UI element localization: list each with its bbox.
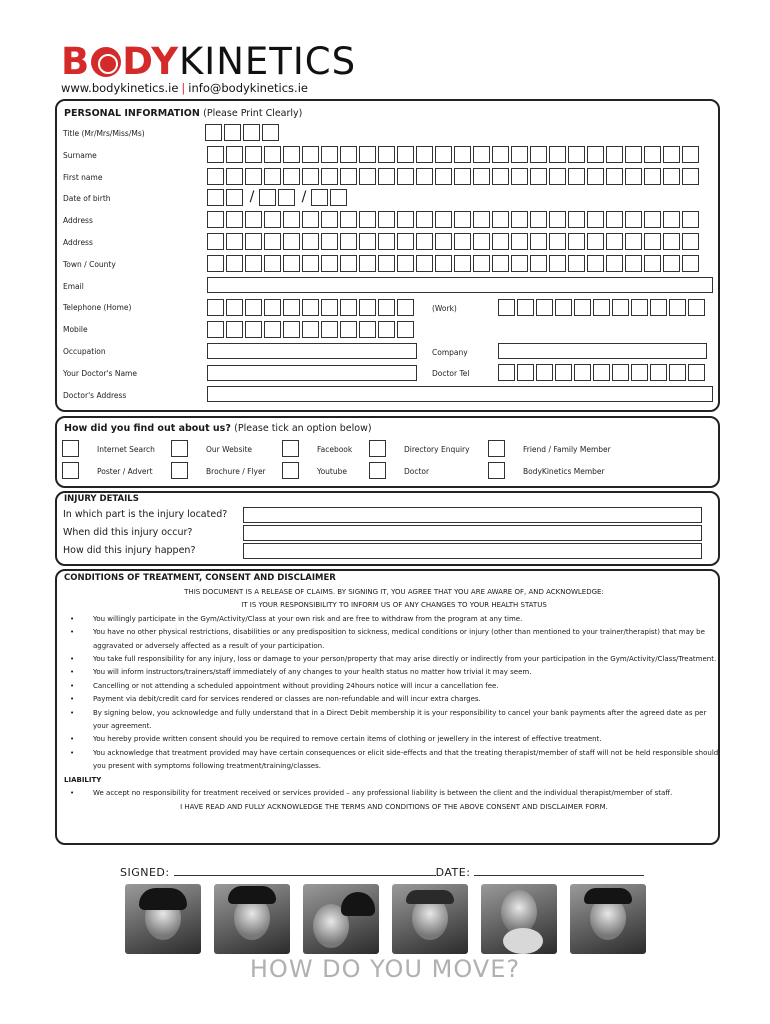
char-box[interactable] [511,233,528,250]
char-box[interactable] [359,255,376,272]
char-box[interactable] [264,321,281,338]
char-box[interactable] [606,168,623,185]
char-box[interactable] [644,255,661,272]
char-box[interactable] [568,146,585,163]
char-box[interactable] [530,255,547,272]
char-box[interactable] [625,146,642,163]
dob-boxes[interactable] [207,189,349,206]
char-box[interactable] [226,233,243,250]
char-box[interactable] [644,211,661,228]
doctor-address-field[interactable] [207,386,713,402]
char-box[interactable] [473,211,490,228]
char-box[interactable] [682,211,699,228]
checkbox-bodykinetics-member[interactable] [488,462,505,479]
option-internet-search: Internet Search [97,445,155,454]
char-box[interactable] [397,146,414,163]
char-box[interactable] [321,233,338,250]
char-box[interactable] [245,299,262,316]
conditions-body [64,586,724,814]
char-box[interactable] [226,211,243,228]
first-name-boxes[interactable] [207,168,701,185]
option-directory-enquiry: Directory Enquiry [404,445,470,454]
char-box[interactable] [549,146,566,163]
char-box[interactable] [682,255,699,272]
checkbox-directory-enquiry[interactable] [369,440,386,457]
char-box[interactable] [378,299,395,316]
char-box[interactable] [549,255,566,272]
contact-separator: | [181,81,186,95]
logo-figure-icon [91,47,121,77]
occupation-field[interactable] [207,343,417,359]
char-box[interactable] [663,211,680,228]
char-box[interactable] [207,233,224,250]
injury-location-field[interactable] [243,507,702,523]
email-field[interactable] [207,277,713,293]
injury-when-field[interactable] [243,525,702,541]
char-box[interactable] [207,299,224,316]
char-box[interactable] [612,364,629,381]
mobile-boxes[interactable] [207,321,416,338]
char-box[interactable] [378,321,395,338]
char-box[interactable] [625,233,642,250]
doctor-name-label: Your Doctor's Name [63,369,137,378]
char-box[interactable] [321,255,338,272]
injury-how-field[interactable] [243,543,702,559]
char-box[interactable] [568,233,585,250]
char-box[interactable] [568,255,585,272]
char-box[interactable] [454,233,471,250]
signature-line [120,866,644,879]
surname-label: Surname [63,151,97,160]
char-box[interactable] [650,299,667,316]
town-label: Town / County [63,260,116,269]
char-box[interactable] [205,124,222,141]
surname-boxes[interactable] [207,146,701,163]
char-box[interactable] [264,168,281,185]
char-box[interactable] [454,146,471,163]
personal-info-heading: PERSONAL INFORMATION (Please Print Clearly) [64,108,303,119]
char-box[interactable] [283,321,300,338]
first-name-label: First name [63,173,103,182]
char-box[interactable] [530,168,547,185]
photo-woman-looking-up [214,884,290,954]
char-box[interactable] [321,211,338,228]
char-box[interactable] [226,168,243,185]
char-box[interactable] [536,299,553,316]
char-box[interactable] [340,321,357,338]
char-box[interactable] [264,211,281,228]
char-box[interactable] [378,146,395,163]
char-box[interactable] [397,321,414,338]
char-box[interactable] [359,233,376,250]
checkbox-poster-advert[interactable] [62,462,79,479]
char-box[interactable] [454,211,471,228]
char-box[interactable] [454,255,471,272]
condition-item: • Cancelling or not attending a scheduled appointment without providing 24hours notice will incur a cancellation fee. [64,680,724,693]
char-box[interactable] [612,299,629,316]
address2-label: Address [63,238,93,247]
char-box[interactable] [207,255,224,272]
char-box[interactable] [397,255,414,272]
char-box[interactable] [340,255,357,272]
char-box[interactable] [454,168,471,185]
logo-b: B [61,40,91,83]
char-box[interactable] [631,299,648,316]
char-box[interactable] [245,321,262,338]
char-box[interactable] [498,299,515,316]
char-box[interactable] [283,146,300,163]
char-box[interactable] [359,299,376,316]
char-box[interactable] [631,364,648,381]
char-box[interactable] [644,233,661,250]
char-box[interactable] [435,233,452,250]
injury-location-label: In which part is the injury located? [63,509,228,520]
char-box[interactable] [302,299,319,316]
char-box[interactable] [625,211,642,228]
date-label: DATE: [435,866,471,879]
date-field[interactable] [474,866,644,876]
char-box[interactable] [359,146,376,163]
char-box[interactable] [549,168,566,185]
logo-dy: DY [122,40,180,83]
option-friend-family: Friend / Family Member [523,445,611,454]
option-facebook: Facebook [317,445,353,454]
char-box[interactable] [243,124,260,141]
char-box[interactable] [321,299,338,316]
char-box[interactable] [226,255,243,272]
char-box[interactable] [397,168,414,185]
char-box[interactable] [644,146,661,163]
char-box[interactable] [517,364,534,381]
char-box[interactable] [663,255,680,272]
char-box[interactable] [245,233,262,250]
char-box[interactable] [359,168,376,185]
char-box[interactable] [663,168,680,185]
char-box[interactable] [587,233,604,250]
signed-label: SIGNED: [120,866,170,879]
char-box[interactable] [492,146,509,163]
char-box[interactable] [321,168,338,185]
char-box[interactable] [473,255,490,272]
liability-heading: LIABILITY [64,775,102,784]
work-label: (Work) [432,304,457,313]
injury-when-label: When did this injury occur? [63,527,193,538]
char-box[interactable] [283,211,300,228]
address2-boxes[interactable] [207,233,701,250]
condition-item: • You acknowledge that treatment provided may have certain consequences or elicit side-effects and that the treating therapist/member of staff will not be held responsible should you present with symptoms following treatment/training/classes. [64,747,724,774]
char-box[interactable] [416,146,433,163]
char-box[interactable] [682,146,699,163]
condition-item: • By signing below, you acknowledge and fully understand that in a Direct Debit membership it is your responsibility to cancel your bank payments after the agreed date as per your agreement. [64,707,724,734]
checkbox-our-website[interactable] [171,440,188,457]
char-box[interactable] [302,255,319,272]
char-box[interactable] [587,146,604,163]
condition-item: • Payment via debit/credit card for services rendered or classes are non-refundable and will incur extra charges. [64,693,724,706]
doctor-address-label: Doctor's Address [63,391,127,400]
char-box[interactable] [511,211,528,228]
char-box[interactable] [650,364,667,381]
town-boxes[interactable] [207,255,701,272]
website-link[interactable]: www.bodykinetics.ie [61,81,179,95]
find-us-heading: How did you find out about us? (Please tick an option below) [64,423,372,434]
char-box[interactable] [264,146,281,163]
char-box[interactable] [606,255,623,272]
char-box[interactable] [517,299,534,316]
char-box[interactable] [397,299,414,316]
char-box[interactable] [549,233,566,250]
option-doctor: Doctor [404,467,430,476]
char-box[interactable] [473,146,490,163]
char-box[interactable] [555,299,572,316]
signature-field[interactable] [174,866,436,876]
conditions-heading: CONDITIONS OF TREATMENT, CONSENT AND DISCLAIMER [64,573,336,583]
char-box[interactable] [435,211,452,228]
doctor-tel-label: Doctor Tel [432,369,470,378]
char-box[interactable] [302,233,319,250]
checkbox-friend-family[interactable] [488,440,505,457]
condition-item: • You hereby provide written consent should you be required to remove certain items of clothing or jewellery in the interest of effective treatment. [64,733,724,746]
char-box[interactable] [340,168,357,185]
char-box[interactable] [264,255,281,272]
title-boxes[interactable] [205,124,281,141]
char-box[interactable] [682,168,699,185]
checkbox-youtube[interactable] [282,462,299,479]
char-box[interactable] [473,168,490,185]
doctor-name-field[interactable] [207,365,417,381]
char-box[interactable] [359,211,376,228]
char-box[interactable] [283,255,300,272]
char-box[interactable] [669,364,686,381]
char-box[interactable] [397,233,414,250]
char-box[interactable] [574,299,591,316]
char-box[interactable] [530,233,547,250]
char-box[interactable] [226,146,243,163]
char-box[interactable] [492,211,509,228]
char-box[interactable] [587,168,604,185]
photo-woman-bangs [125,884,201,954]
char-box[interactable] [688,299,705,316]
char-box[interactable] [226,321,243,338]
char-box[interactable] [283,299,300,316]
char-box[interactable] [511,255,528,272]
char-box[interactable] [669,299,686,316]
char-box[interactable] [245,168,262,185]
option-brochure-flyer: Brochure / Flyer [206,467,266,476]
char-box[interactable] [302,321,319,338]
char-box[interactable] [302,146,319,163]
occupation-label: Occupation [63,347,106,356]
char-box[interactable] [283,168,300,185]
checkbox-facebook[interactable] [282,440,299,457]
char-box[interactable] [473,233,490,250]
company-label: Company [432,348,468,357]
char-box[interactable] [416,255,433,272]
char-box[interactable] [587,211,604,228]
condition-item: • You take full responsibility for any injury, loss or damage to your person/property that may arise directly or indirectly from your participation in the Gym/Activity/Class/Treatment. [64,653,724,666]
photo-rugby-tackle [303,884,379,954]
char-box[interactable] [536,364,553,381]
liability-text: • We accept no responsibility for treatment received or services provided – any professional liability is between the client and the individual therapist/member of staff. [64,787,724,800]
char-box[interactable] [207,146,224,163]
char-box[interactable] [359,321,376,338]
char-box[interactable] [511,168,528,185]
photo-man-with-ball [481,884,557,954]
char-box[interactable] [340,146,357,163]
char-box[interactable] [416,168,433,185]
char-box[interactable] [663,233,680,250]
conditions-intro-2: IT IS YOUR RESPONSIBILITY TO INFORM US OF ANY CHANGES TO YOUR HEALTH STATUS [241,601,547,610]
char-box[interactable] [283,233,300,250]
char-box[interactable] [262,124,279,141]
char-box[interactable] [207,321,224,338]
telephone-label: Telephone (Home) [63,303,132,312]
option-youtube: Youtube [317,467,347,476]
char-box[interactable] [245,146,262,163]
char-box[interactable] [378,255,395,272]
char-box[interactable] [207,168,224,185]
char-box[interactable] [574,364,591,381]
checkbox-internet-search[interactable] [62,440,79,457]
char-box[interactable] [321,146,338,163]
char-box[interactable] [555,364,572,381]
char-box[interactable] [226,299,243,316]
option-bodykinetics-member: BodyKinetics Member [523,467,605,476]
char-box[interactable] [644,168,661,185]
char-box[interactable] [568,168,585,185]
char-box[interactable] [435,146,452,163]
char-box[interactable] [264,299,281,316]
char-box[interactable] [416,233,433,250]
char-box[interactable] [511,146,528,163]
checkbox-brochure-flyer[interactable] [171,462,188,479]
char-box[interactable] [435,168,452,185]
char-box[interactable] [492,168,509,185]
char-box[interactable] [264,233,281,250]
char-box[interactable] [663,146,680,163]
char-box[interactable] [397,211,414,228]
tagline: HOW DO YOU MOVE? [249,955,521,983]
char-box[interactable] [530,211,547,228]
email-label: Email [63,282,84,291]
option-our-website: Our Website [206,445,253,454]
address1-label: Address [63,216,93,225]
char-box[interactable] [682,233,699,250]
mobile-label: Mobile [63,325,88,334]
char-box[interactable] [340,299,357,316]
char-box[interactable] [416,211,433,228]
char-box[interactable] [549,211,566,228]
char-box[interactable] [340,211,357,228]
title-label: Title (Mr/Mrs/Miss/Ms) [63,129,145,138]
option-poster-advert: Poster / Advert [97,467,153,476]
char-box[interactable] [224,124,241,141]
conditions-intro: THIS DOCUMENT IS A RELEASE OF CLAIMS. BY SIGNING IT, YOU AGREE THAT YOU ARE AWARE OF, AND ACKNOWLEDGE: [184,588,604,596]
char-box[interactable] [593,299,610,316]
photo-man-portrait [392,884,468,954]
char-box[interactable] [625,255,642,272]
checkbox-doctor[interactable] [369,462,386,479]
char-box[interactable] [435,255,452,272]
char-box[interactable] [606,233,623,250]
contact-line [61,81,308,95]
condition-item: • You will inform instructors/trainers/staff immediately of any changes to your health status no matter how trivial it may seem. [64,666,724,679]
char-box[interactable] [530,146,547,163]
char-box[interactable] [587,255,604,272]
char-box[interactable] [207,211,224,228]
acknowledge-text: I HAVE READ AND FULLY ACKNOWLEDGE THE TERMS AND CONDITIONS OF THE ABOVE CONSENT AND DISCLAIMER FORM. [180,802,608,811]
char-box[interactable] [593,364,610,381]
photo-smiling-man [570,884,646,954]
dob-separator: / [301,189,307,205]
char-box[interactable] [245,255,262,272]
char-box[interactable] [625,168,642,185]
char-box[interactable] [688,364,705,381]
char-box[interactable] [378,233,395,250]
char-box[interactable] [245,211,262,228]
work-boxes[interactable] [498,299,707,316]
char-box[interactable] [321,321,338,338]
char-box[interactable] [498,364,515,381]
injury-how-label: How did this injury happen? [63,545,196,556]
char-box[interactable] [568,211,585,228]
brand-logo [61,40,357,83]
char-box[interactable] [606,211,623,228]
char-box[interactable] [606,146,623,163]
char-box[interactable] [492,233,509,250]
telephone-boxes[interactable] [207,299,416,316]
address1-boxes[interactable] [207,211,701,228]
condition-item: • You have no other physical restrictions, disabilities or any predisposition to sickness, medical conditions or injury (other than mentioned to your trainer/therapist) that may be aggravated or adversely affected as a result of your participation. [64,626,724,653]
dob-separator: / [249,189,255,205]
char-box[interactable] [378,168,395,185]
char-box[interactable] [492,255,509,272]
char-box[interactable] [302,211,319,228]
doctor-tel-boxes[interactable] [498,364,707,381]
char-box[interactable] [302,168,319,185]
email-link[interactable]: info@bodykinetics.ie [188,81,308,95]
char-box[interactable] [340,233,357,250]
condition-item: • You willingly participate in the Gym/Activity/Class at your own risk and are free to withdraw from the program at any time. [64,613,724,626]
injury-heading: INJURY DETAILS [64,494,139,504]
logo-kinetics: KINETICS [179,40,357,83]
char-box[interactable] [378,211,395,228]
dob-label: Date of birth [63,194,111,203]
company-field[interactable] [498,343,707,359]
